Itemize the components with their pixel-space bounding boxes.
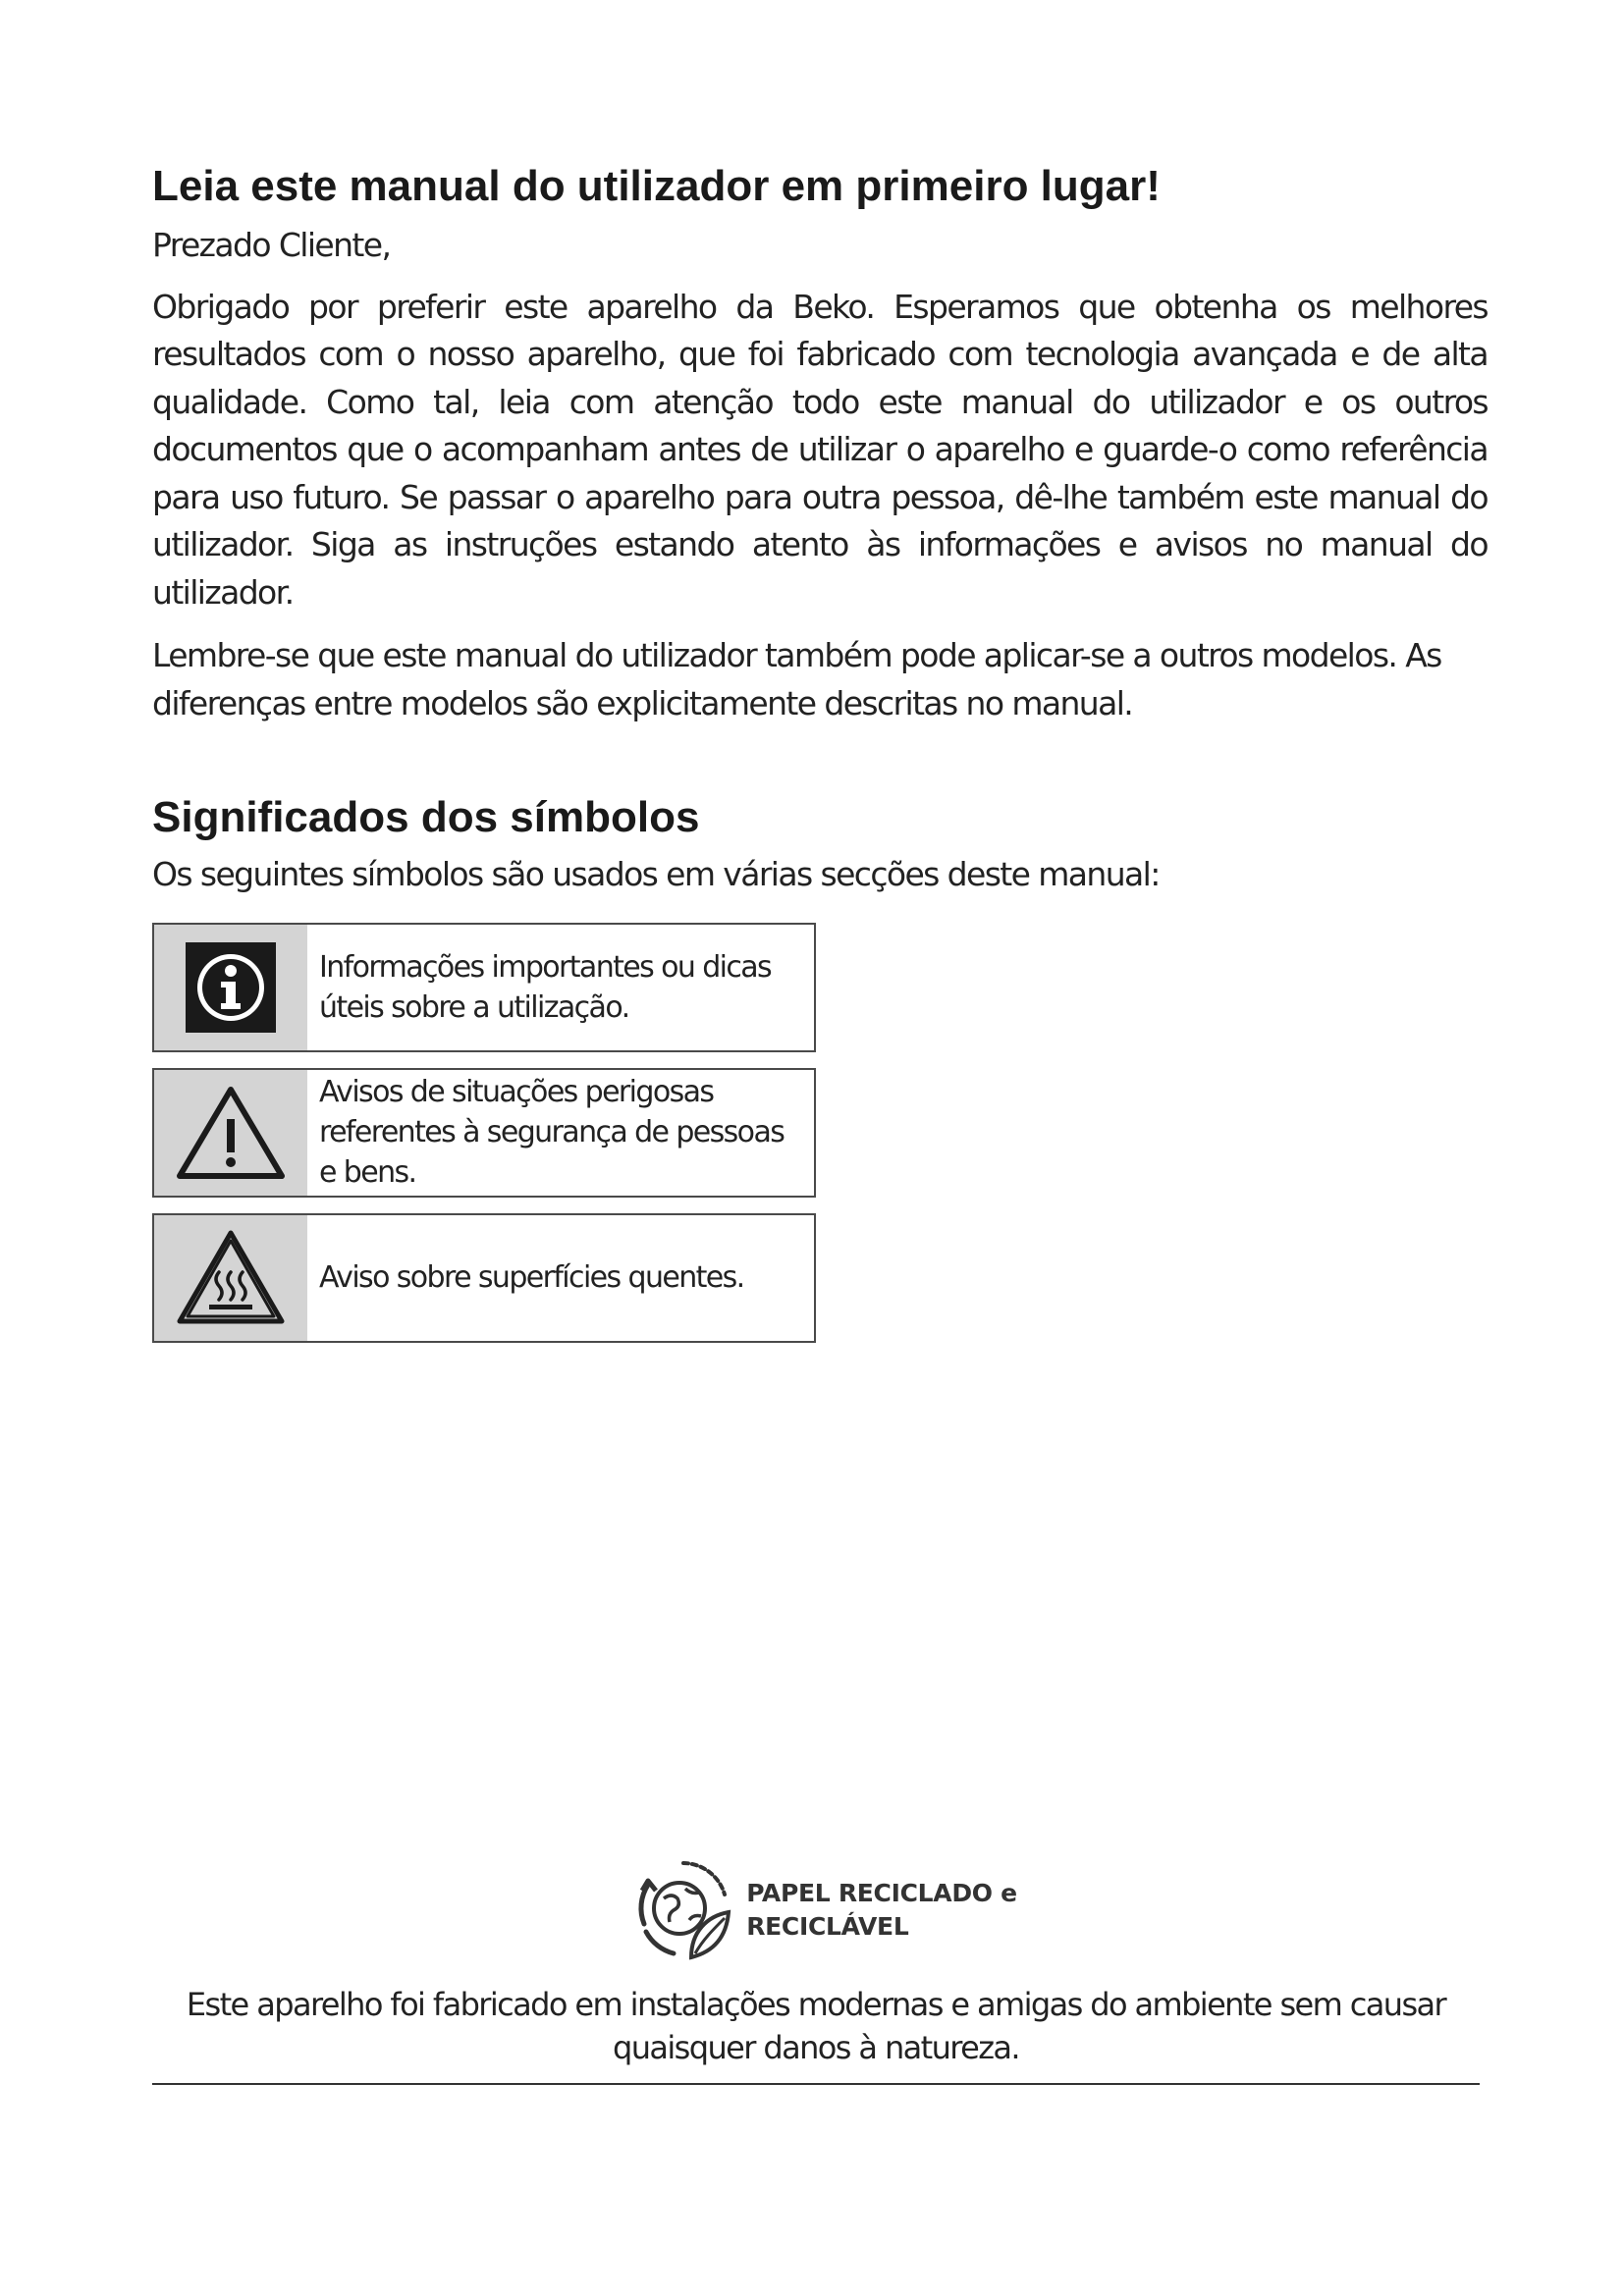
recycle-globe-leaf-icon — [634, 1855, 732, 1965]
greeting: Prezado Cliente, — [152, 226, 391, 264]
footer-divider — [152, 2083, 1480, 2085]
symbols-intro: Os seguintes símbolos são usados em várias secções deste manual: — [152, 855, 1160, 893]
symbols-table — [152, 923, 816, 1343]
recycle-label — [746, 1877, 1017, 1944]
environment-note: Este aparelho foi fabricado em instalações modernas e amigas do ambiente sem causar quaisquer danos à natureza. — [186, 1986, 1446, 2066]
information-icon — [184, 940, 278, 1035]
symbol-row-hot-surface — [152, 1213, 816, 1343]
hot-surface-icon — [176, 1227, 286, 1329]
symbol-icon-cell — [154, 1215, 307, 1341]
symbol-row-warning — [152, 1068, 816, 1198]
symbol-text: Aviso sobre superfícies quentes. — [319, 1260, 744, 1295]
warning-icon — [176, 1084, 286, 1182]
symbol-row-information — [152, 923, 816, 1052]
symbol-text: Informações importantes ou dicas úteis sobre a utilização. — [319, 949, 772, 1025]
intro-paragraph-1: Obrigado por preferir este aparelho da Beko. Esperamos que obtenha os melhores resultados com o nosso aparelho, que foi fabricado com tecnologia avançada e de alta qualidade. Como tal, leia com atenção todo este manual do utilizador e os outros documentos que o acompanham antes de utilizar o aparelho e guarde-o como referência para uso futuro. Se passar o aparelho para outra pessoa, dê-lhe também este manual do utilizador. Siga as instruções estando atento às informações e avisos no manual do utilizador. — [152, 287, 1488, 612]
symbol-icon-cell — [154, 925, 307, 1050]
footer — [152, 1855, 1480, 2093]
recycle-badge — [172, 1855, 1480, 1965]
symbols-title: Significados dos símbolos — [152, 793, 700, 841]
recycle-label-line-2: RECICLÁVEL — [746, 1912, 909, 1941]
recycle-label-line-1: PAPEL RECICLADO e — [746, 1879, 1017, 1907]
symbol-text: Avisos de situações perigosas referentes à segurança de pessoas e bens. — [319, 1075, 785, 1190]
manual-page — [152, 157, 1488, 1359]
intro-title: Leia este manual do utilizador em primeiro lugar! — [152, 162, 1161, 210]
symbol-icon-cell — [154, 1070, 307, 1196]
intro-paragraph-2: Lembre-se que este manual do utilizador também pode aplicar-se a outros modelos. As diferenças entre modelos são explicitamente descritas no manual. — [152, 636, 1441, 722]
